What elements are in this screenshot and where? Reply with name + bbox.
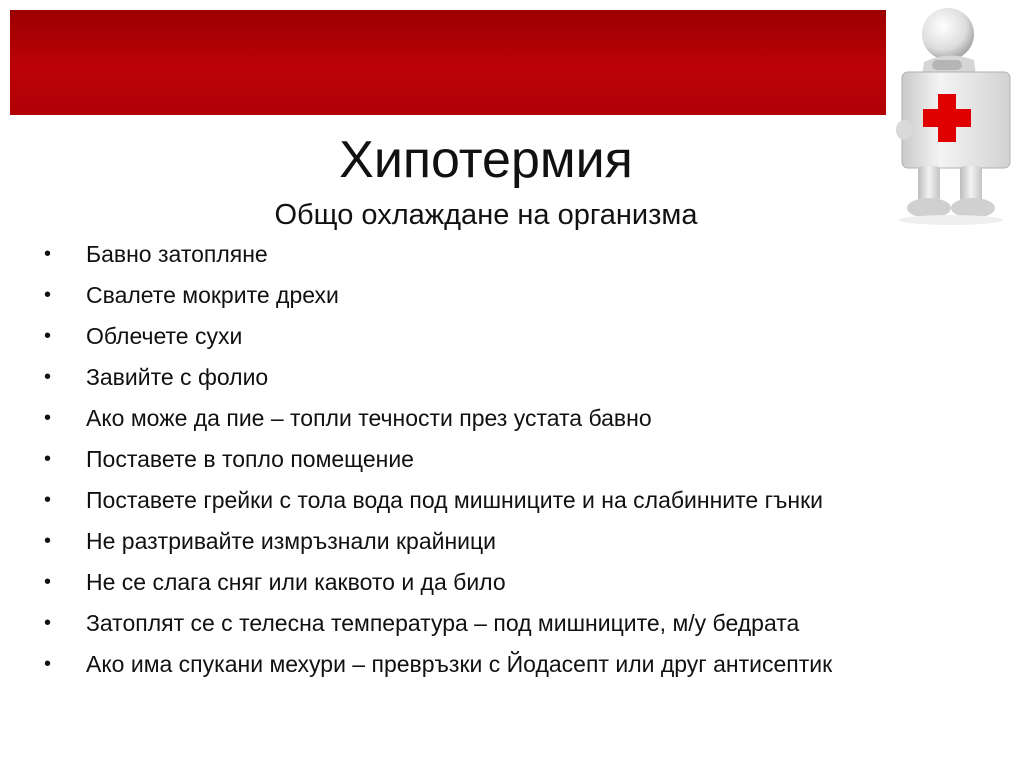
list-item	[44, 234, 1004, 275]
bullet-icon: •	[44, 489, 52, 511]
list-item	[44, 316, 1004, 357]
bullet-text: Не разтривайте измръзнали крайници	[86, 528, 497, 554]
slide-title: Хипотермия	[339, 131, 633, 189]
header-banner	[10, 10, 886, 115]
bullet-icon: •	[44, 612, 52, 634]
bullet-list	[44, 234, 1004, 685]
bullet-icon: •	[44, 571, 52, 593]
bullet-text: Бавно затопляне	[86, 241, 268, 267]
list-item	[44, 562, 1004, 603]
bullet-text: Не се слага сняг или каквото и да било	[86, 569, 506, 595]
bullet-icon: •	[44, 653, 52, 675]
bullet-text: Поставете грейки с тола вода под мишниците и на слабинните гънки	[86, 487, 823, 513]
bullet-icon: •	[44, 366, 52, 388]
list-item	[44, 521, 1004, 562]
bullet-icon: •	[44, 407, 52, 429]
list-item	[44, 398, 1004, 439]
bullet-text: Свалете мокрите дрехи	[86, 282, 339, 308]
bullet-text: Затоплят се с телесна температура – под мишниците, м/у бедрата	[86, 610, 800, 636]
list-item	[44, 275, 1004, 316]
bullet-icon: •	[44, 530, 52, 552]
list-item	[44, 480, 1004, 521]
bullet-text: Поставете в топло помещение	[86, 446, 414, 472]
bullet-text: Облечете сухи	[86, 323, 243, 349]
bullet-icon: •	[44, 284, 52, 306]
list-item	[44, 357, 1004, 398]
list-item	[44, 439, 1004, 480]
list-item	[44, 603, 1004, 644]
slide-subtitle: Общо охлаждане на организма	[274, 199, 698, 231]
bullet-text: Ако може да пие – топли течности през устата бавно	[86, 405, 652, 431]
bullet-icon: •	[44, 325, 52, 347]
list-item	[44, 644, 1004, 685]
bullet-icon: •	[44, 243, 52, 265]
bullet-text: Ако има спукани мехури – превръзки с Йодасепт или друг антисептик	[86, 651, 833, 677]
bullet-icon: •	[44, 448, 52, 470]
bullet-text: Завийте с фолио	[86, 364, 269, 390]
